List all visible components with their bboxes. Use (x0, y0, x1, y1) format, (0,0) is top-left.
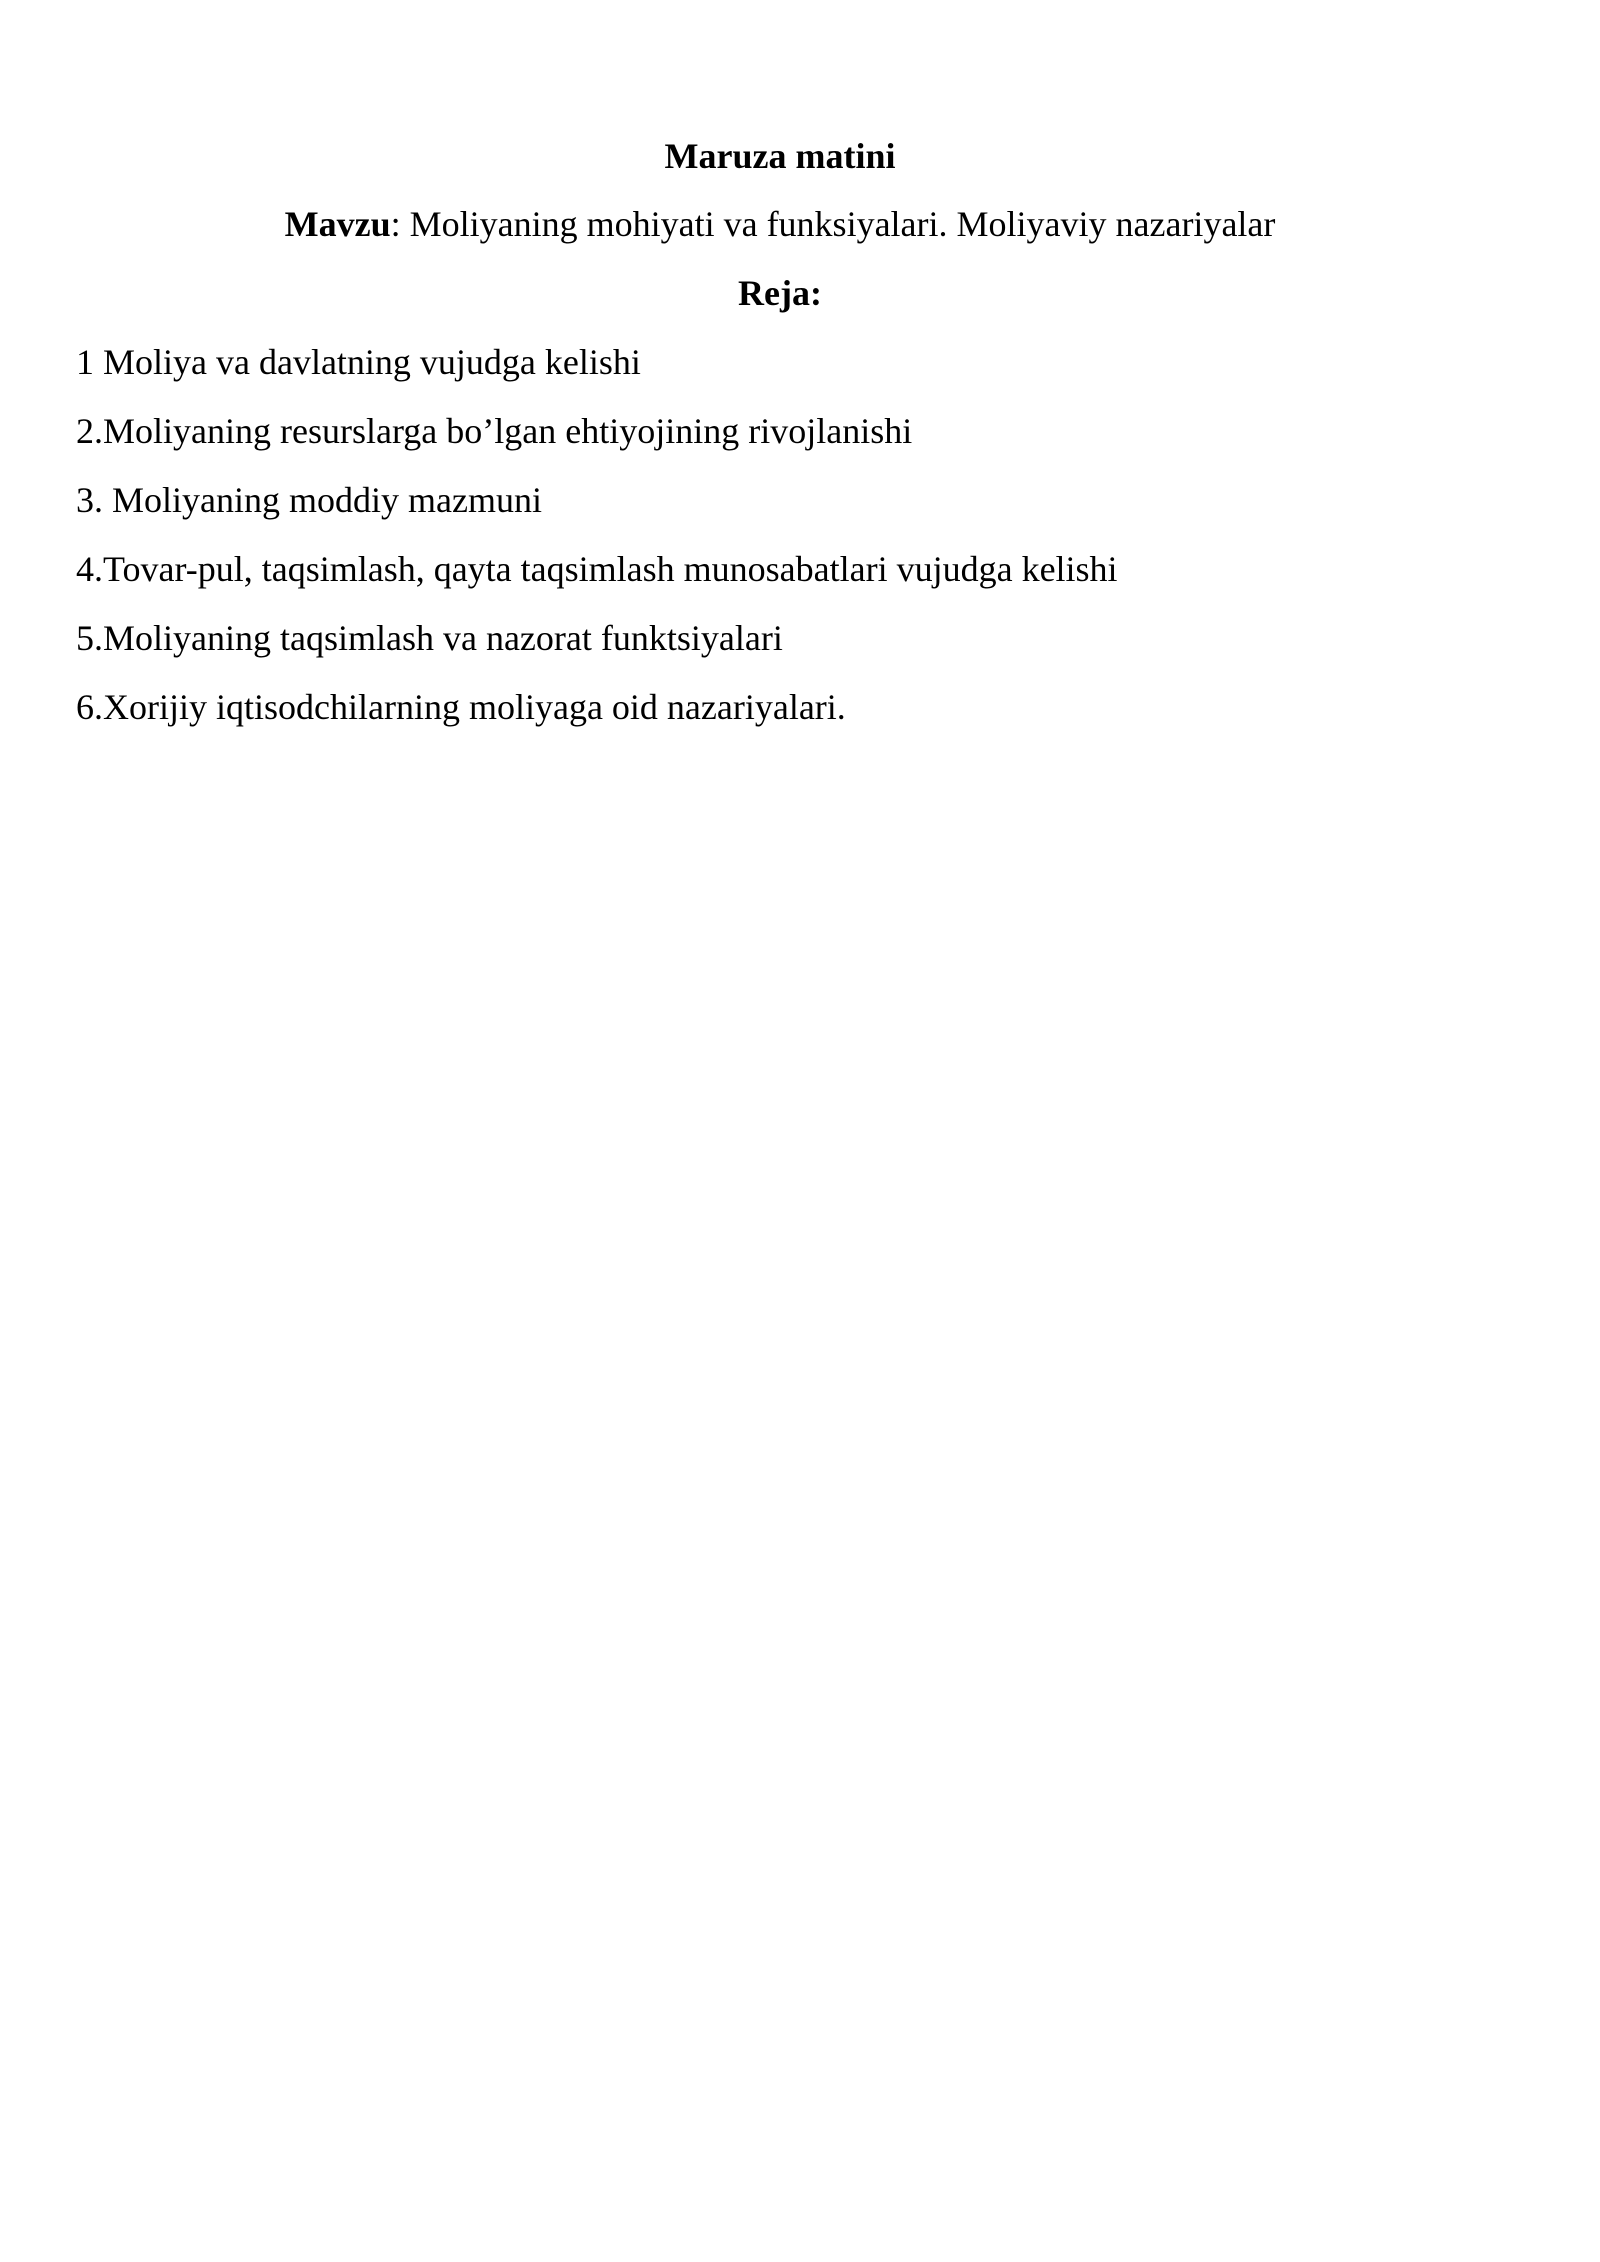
plan-item: 2.Moliyaning resurslarga bo’lgan ehtiyojining rivojlanishi (76, 411, 913, 451)
plan-item: 3. Moliyaning moddiy mazmuni (76, 480, 542, 520)
document-title: Maruza matini (664, 136, 896, 176)
topic-text: Moliyaning mohiyati va funksiyalari. Moliyaviy nazariyalar (400, 204, 1276, 244)
plan-item: 4.Tovar-pul, taqsimlash, qayta taqsimlash munosabatlari vujudga kelishi (76, 549, 1118, 589)
plan-heading: Reja: (738, 273, 822, 313)
plan-item: 6.Xorijiy iqtisodchilarning moliyaga oid nazariyalari. (76, 687, 846, 727)
topic-line (0, 202, 1560, 246)
plan-item: 5.Moliyaning taqsimlash va nazorat funktsiyalari (76, 618, 783, 658)
topic-label: Mavzu (284, 204, 391, 244)
plan-item: 1 Moliya va davlatning vujudga kelishi (76, 342, 641, 382)
topic-separator: : (390, 204, 401, 244)
